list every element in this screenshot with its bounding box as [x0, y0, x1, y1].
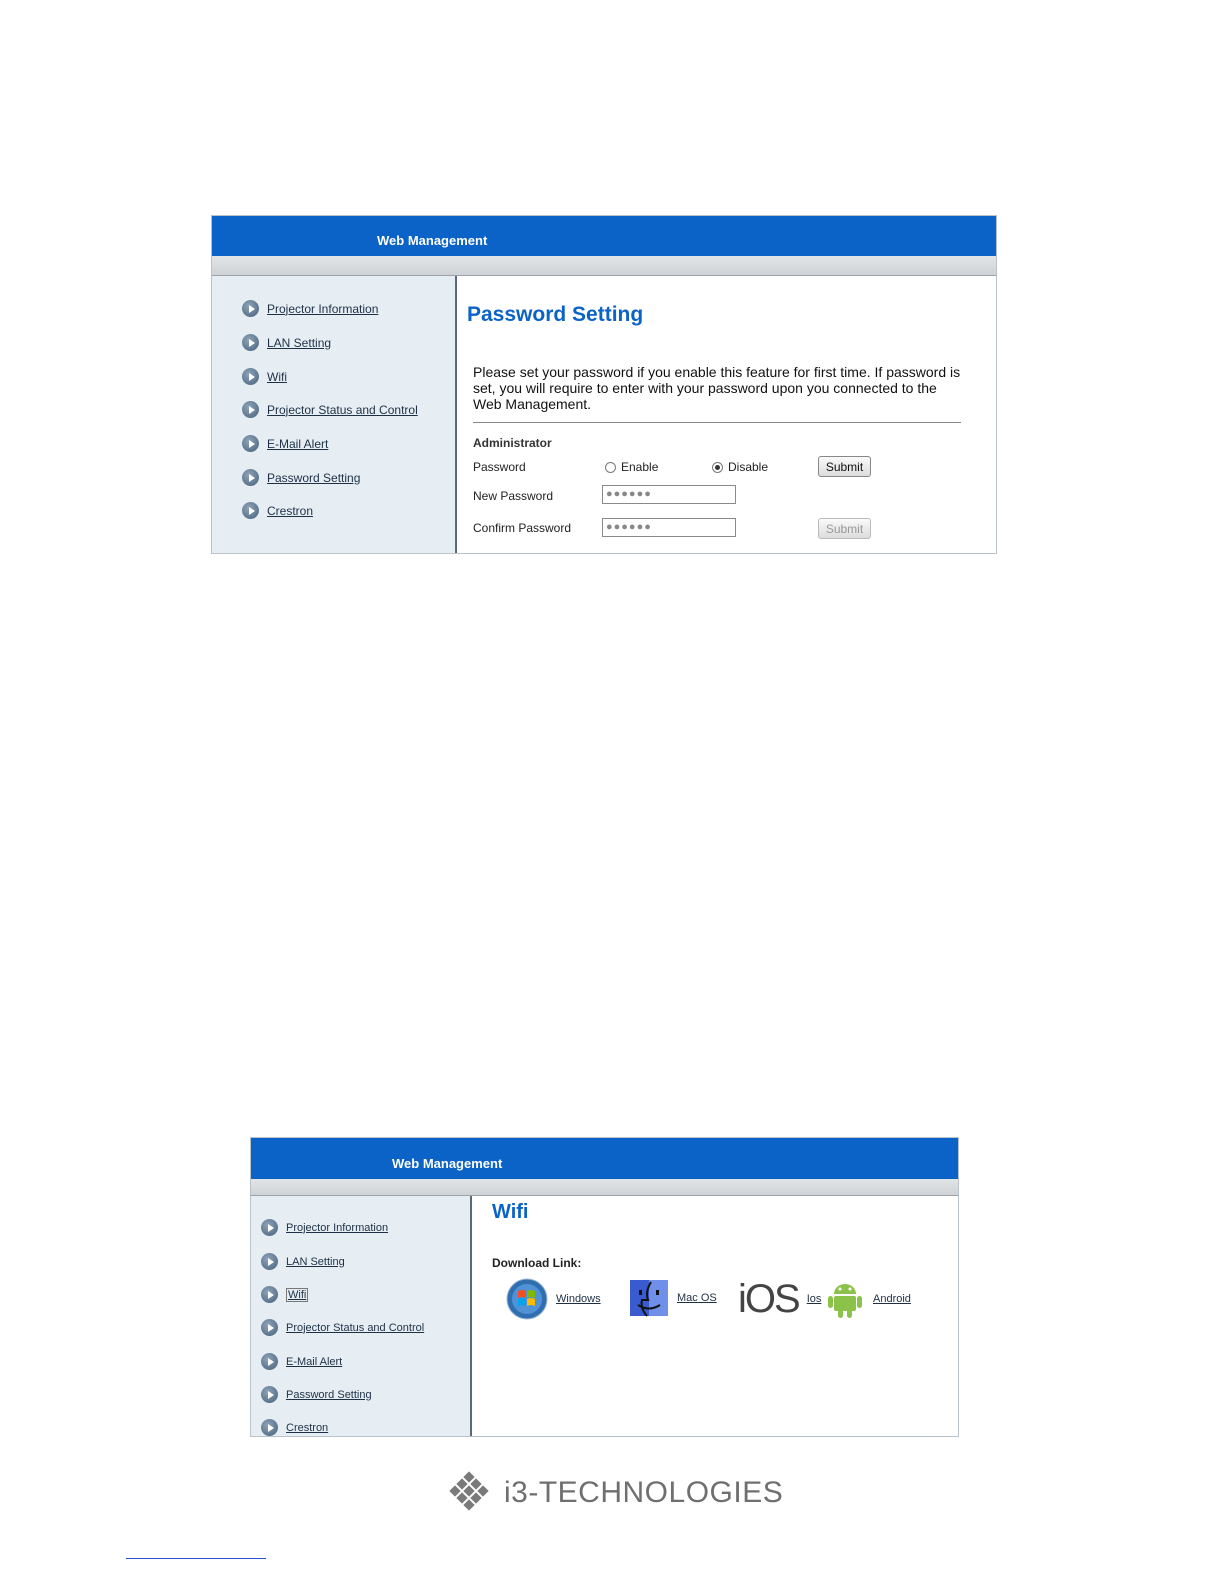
sidebar-item-password-setting[interactable] [242, 469, 360, 486]
header-title: Web Management [392, 1156, 503, 1171]
footnote-line [126, 1558, 266, 1559]
main-content [472, 1196, 958, 1436]
sidebar-item-label: Crestron [286, 1421, 329, 1434]
sidebar-item-projector-information[interactable] [261, 1219, 388, 1236]
disable-label: Disable [728, 460, 769, 474]
sidebar-item-label: Projector Status and Control [267, 402, 418, 417]
sidebar-item-wifi[interactable] [261, 1286, 308, 1303]
sidebar-item-label: Password Setting [267, 470, 361, 485]
android-icon [825, 1278, 865, 1320]
header-divider-bar [251, 1179, 958, 1196]
sidebar-item-label: Wifi [267, 369, 287, 384]
new-password-label: New Password [473, 489, 554, 503]
new-password-input[interactable]: ●●●●●● [602, 485, 736, 504]
radio-circle-icon [605, 462, 616, 473]
arrow-right-icon [242, 368, 259, 385]
page-title: Password Setting [467, 303, 644, 326]
android-download-link[interactable] [825, 1278, 911, 1320]
confirm-password-input[interactable]: ●●●●●● [602, 518, 736, 537]
wifi-screenshot [250, 1137, 959, 1437]
header-title: Web Management [377, 233, 488, 248]
mac-os-download-link[interactable] [629, 1278, 717, 1318]
mac-os-icon [629, 1278, 669, 1318]
description-text: Please set your password if you enable this feature for first time. If password is set, you will require to enter with your password upon you connected to the Web Management. [473, 364, 961, 412]
sidebar [212, 276, 457, 553]
arrow-right-icon [261, 1419, 278, 1436]
header-bar [251, 1138, 958, 1179]
brand-name: i3-TECHNOLOGIES [504, 1476, 784, 1509]
arrow-right-icon [242, 300, 259, 317]
radio-selected-icon [712, 462, 723, 473]
windows-icon [506, 1278, 548, 1320]
confirm-submit-button[interactable]: Submit [818, 518, 871, 539]
sidebar-item-wifi[interactable] [242, 368, 287, 385]
submit-button[interactable]: Submit [818, 456, 871, 477]
sidebar [251, 1196, 472, 1436]
android-link-label: Android [873, 1293, 911, 1305]
sidebar-item-lan-setting[interactable] [242, 334, 331, 351]
sidebar-item-projector-status[interactable] [242, 401, 418, 418]
sidebar-item-label: Crestron [267, 503, 314, 518]
download-link-label: Download Link: [492, 1256, 582, 1270]
sidebar-item-label: E-Mail Alert [267, 436, 329, 451]
arrow-right-icon [242, 401, 259, 418]
header-bar [212, 216, 996, 256]
arrow-right-icon [261, 1253, 278, 1270]
enable-label: Enable [621, 460, 659, 474]
sidebar-item-label: E-Mail Alert [286, 1355, 343, 1368]
arrow-right-icon [242, 435, 259, 452]
windows-link-label: Windows [556, 1293, 601, 1305]
brand-logo [446, 1471, 783, 1515]
arrow-right-icon [242, 469, 259, 486]
arrow-right-icon [261, 1353, 278, 1370]
sidebar-item-label: LAN Setting [267, 335, 332, 350]
disable-radio[interactable] [712, 460, 768, 474]
divider [473, 422, 961, 423]
ios-icon: iOS [738, 1277, 799, 1321]
main-content [457, 276, 996, 553]
sidebar-item-lan-setting[interactable] [261, 1253, 345, 1270]
mac-os-link-label: Mac OS [677, 1292, 717, 1304]
sidebar-item-email-alert[interactable] [242, 435, 328, 452]
sidebar-item-label: Projector Status and Control [286, 1321, 425, 1334]
windows-download-link[interactable] [506, 1278, 601, 1320]
confirm-password-label: Confirm Password [473, 521, 572, 535]
password-label: Password [473, 460, 526, 474]
password-setting-screenshot [211, 215, 997, 554]
sidebar-item-label: Password Setting [286, 1388, 372, 1401]
enable-radio[interactable] [605, 460, 658, 474]
sidebar-item-projector-information[interactable] [242, 300, 378, 317]
sidebar-item-label: Projector Information [267, 301, 379, 316]
arrow-right-icon [242, 334, 259, 351]
header-divider-bar [212, 256, 996, 276]
sidebar-item-crestron[interactable] [261, 1419, 328, 1436]
arrow-right-icon [261, 1386, 278, 1403]
sidebar-item-crestron[interactable] [242, 502, 313, 519]
section-label: Administrator [473, 436, 552, 450]
arrow-right-icon [242, 502, 259, 519]
i3-diamond-logo-icon [446, 1471, 490, 1515]
ios-download-link[interactable] [738, 1278, 821, 1320]
sidebar-item-password-setting[interactable] [261, 1386, 372, 1403]
sidebar-item-label: Wifi [288, 1288, 307, 1301]
arrow-right-icon [261, 1319, 278, 1336]
ios-link-label: Ios [806, 1293, 822, 1305]
sidebar-item-email-alert[interactable] [261, 1353, 342, 1370]
sidebar-item-projector-status[interactable] [261, 1319, 424, 1336]
sidebar-item-label: LAN Setting [286, 1255, 345, 1268]
sidebar-item-label: Projector Information [286, 1221, 389, 1234]
arrow-right-icon [261, 1219, 278, 1236]
arrow-right-icon [261, 1286, 278, 1303]
page-title: Wifi [492, 1201, 529, 1223]
